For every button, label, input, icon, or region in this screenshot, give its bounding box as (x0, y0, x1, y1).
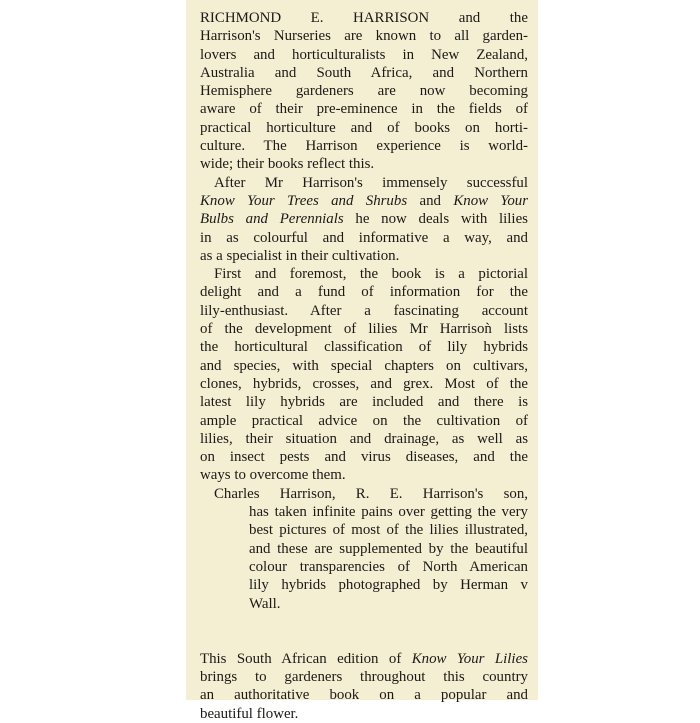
book-title: Know Your (453, 192, 529, 209)
paragraph-contents (200, 265, 528, 485)
book-title: Know Your Trees and Shrubs (200, 192, 408, 209)
text-line: on insect pests and virus diseases, and the (200, 449, 528, 466)
text-line: First and foremost, the book is a pictorial (214, 266, 528, 283)
text-line: ways to overcome them. (200, 467, 346, 484)
paragraph-photographs (200, 485, 528, 613)
paragraph-intro (200, 9, 528, 174)
text-line (200, 192, 528, 210)
text-line (200, 210, 528, 228)
book-jacket-flap (186, 0, 538, 722)
text-line: Charles Harrison, R. E. Harrison's son, (214, 485, 528, 502)
text-line: and species, with special chapters on cultivars, (200, 357, 528, 374)
text-line (200, 650, 528, 668)
text-line: ample practical advice on the cultivation of (200, 412, 528, 429)
text-line: After Mr Harrison's immensely successful (214, 174, 528, 191)
text-line: Harrison's Nurseries are known to all garden- (200, 28, 528, 45)
text-line: Wall. (249, 595, 281, 612)
text-line: lilies, their situation and drainage, as well as (200, 430, 528, 447)
text-line: RICHMOND E. HARRISON and the (200, 10, 528, 26)
text-line: best pictures of most of the lilies illustrated, (249, 522, 528, 539)
paragraph-gap (200, 613, 528, 650)
text-line: Hemisphere gardeners are now becoming (200, 83, 528, 100)
text-line: delight and a fund of information for the (200, 284, 528, 301)
text-line: an authoritative book on a popular and (200, 687, 528, 704)
text-line: lily hybrids photographed by Herman v (249, 577, 528, 594)
book-title: Bulbs and Perennials (200, 211, 344, 228)
text-line: practical horticulture and of books on horti- (200, 119, 528, 136)
paragraph-previous-books (200, 174, 528, 265)
text-line: wide; their books reflect this. (200, 156, 375, 173)
text-line: of the development of lilies Mr Harrisoǹ lists (200, 321, 528, 338)
text-line: Australia and South Africa, and Northern (200, 64, 528, 81)
text-line: lovers and horticulturalists in New Zealand, (200, 46, 528, 63)
blurb-text (200, 9, 528, 723)
text-line: culture. The Harrison experience is world- (200, 138, 528, 155)
text-line: and these are supplemented by the beautiful (249, 540, 528, 557)
text-line: aware of their pre-eminence in the fields of (200, 101, 528, 118)
text-line: lily-enthusiast. After a fascinating account (200, 302, 528, 319)
paragraph-south-african-edition (200, 650, 528, 723)
text-line: the horticultural classification of lily hybrids (200, 339, 528, 356)
text-line: has taken infinite pains over getting the very (249, 504, 528, 521)
text-line: beautiful flower. (200, 705, 299, 722)
text-fragment: he now deals with lilies (343, 211, 528, 228)
text-line: clones, hybrids, crosses, and grex. Most of the (200, 375, 528, 392)
text-line: colour transparencies of North American (249, 558, 528, 575)
text-fragment: This South African edition of (200, 650, 412, 667)
text-line: latest lily hybrids are included and there is (200, 394, 528, 411)
text-line: brings to gardeners throughout this country (200, 669, 528, 686)
text-line: as a specialist in their cultivation. (200, 247, 400, 264)
book-title: Know Your Lilies (411, 650, 528, 667)
text-fragment: and (407, 192, 454, 209)
text-line: in as colourful and informative a way, and (200, 229, 528, 246)
